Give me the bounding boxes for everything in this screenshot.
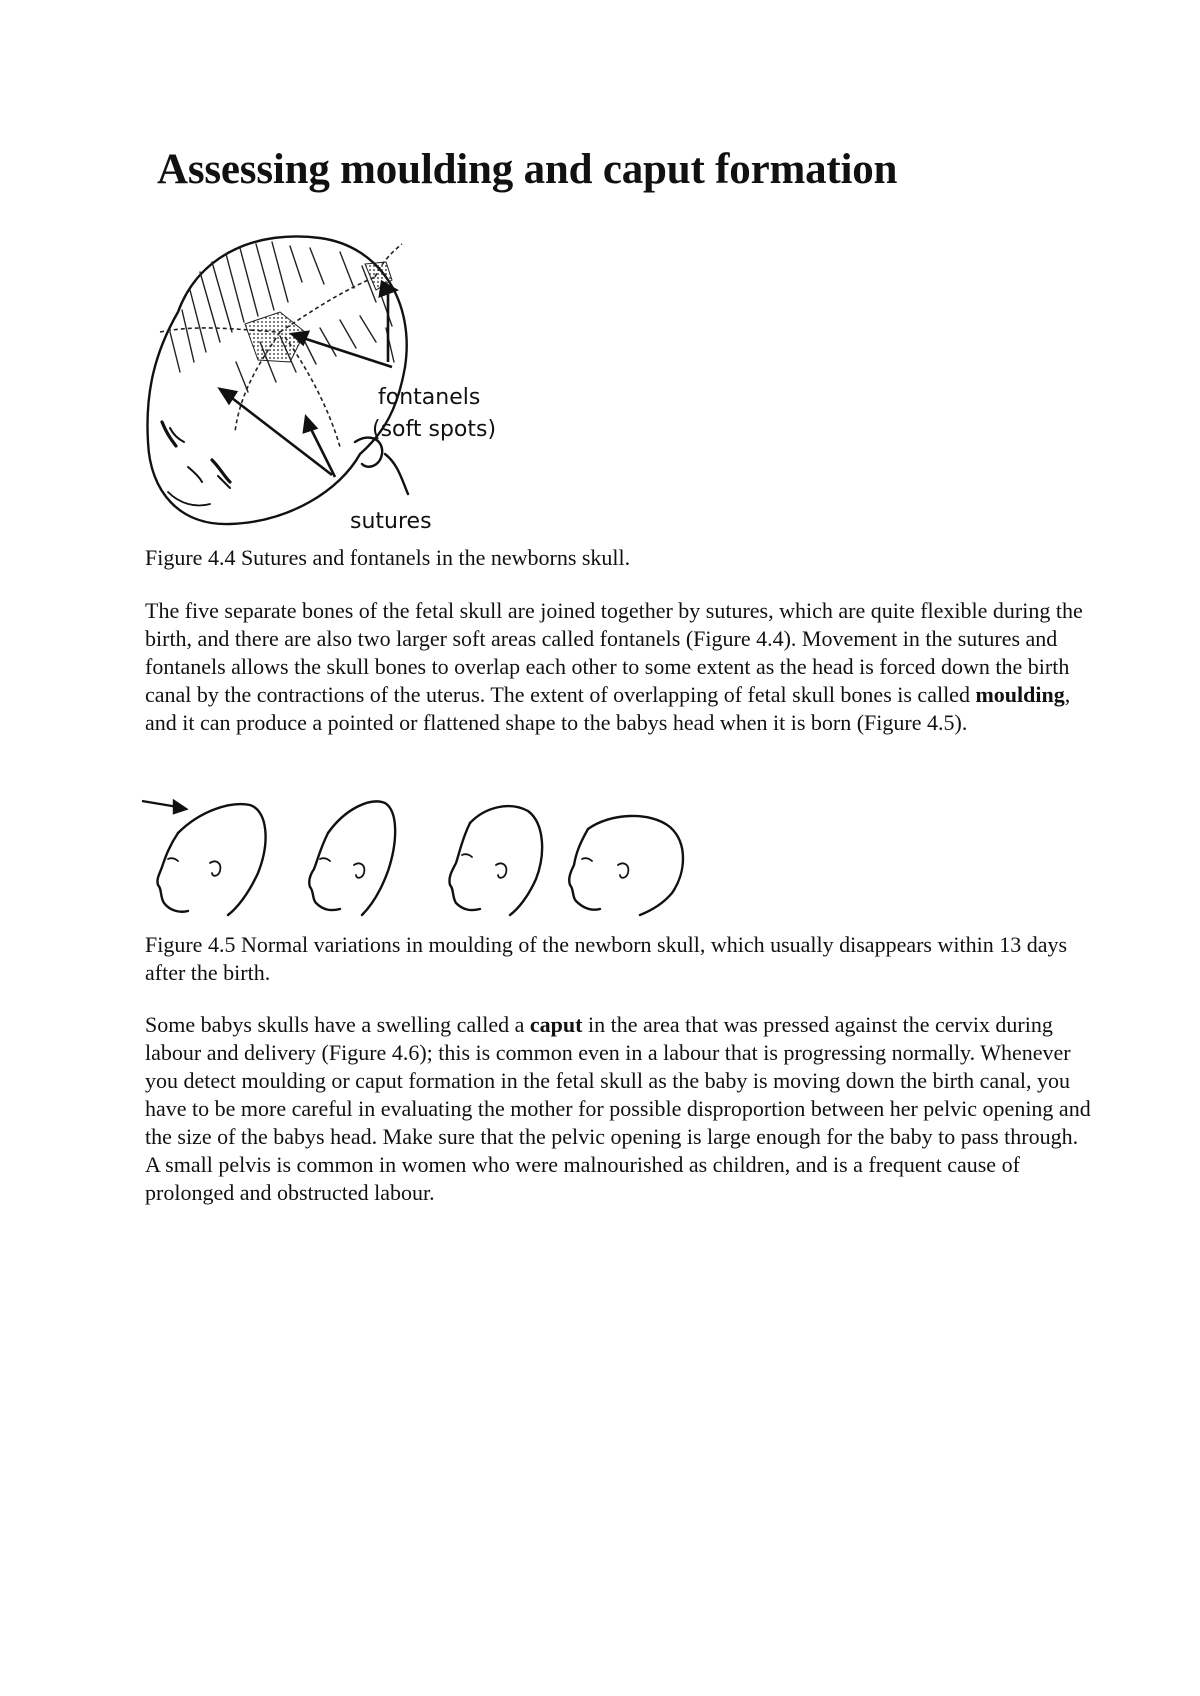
baby-head-2 xyxy=(309,801,395,915)
paragraph-text: in the area that was pressed against the cervix during labour and delivery (Figure 4.6); this is common even in a labour that is progressing normally. Whenever you detect moulding or caput formation in the fetal skull as the baby is moving down the birth canal, you have to be more careful in evaluating the mother for possible disproportion between her pelvic opening and the size of the babys head. Make sure that the pelvic opening is large enough for the baby to pass through. A small pelvis is common in women who were malnourished as children, and is a frequent cause of prolonged and obstructed labour. xyxy=(145,1012,1091,1205)
baby-head-3 xyxy=(449,806,542,915)
baby-heads-illustration xyxy=(140,793,760,925)
paragraph-text: , and it can produce a pointed or flattened shape to the babys head when it is born (Figure 4.5). xyxy=(145,682,1071,735)
term-moulding: moulding xyxy=(975,682,1065,707)
paragraph-text: Some babys skulls have a swelling called a xyxy=(145,1012,530,1037)
page-title: Assessing moulding and caput formation xyxy=(157,146,898,193)
figure-4-5-caption: Figure 4.5 Normal variations in moulding of the newborn skull, which usually disappears within 13 days after the birth. xyxy=(145,932,1068,985)
pointer-arrows xyxy=(220,282,396,477)
paragraph-caput xyxy=(145,1011,1095,1207)
baby-head-1 xyxy=(157,804,265,915)
term-caput: caput xyxy=(529,1012,583,1037)
label-sutures: sutures xyxy=(350,509,432,534)
figure-4-4-caption: Figure 4.4 Sutures and fontanels in the newborns skull. xyxy=(145,545,631,570)
label-fontanels: fontanels xyxy=(378,385,481,410)
newborn-skull-illustration xyxy=(140,232,540,537)
label-soft-spots: (soft spots) xyxy=(372,417,497,442)
paragraph-moulding xyxy=(145,597,1085,737)
direction-arrow xyxy=(142,801,186,813)
baby-head-4 xyxy=(569,816,683,915)
paragraph-text: The five separate bones of the fetal skull are joined together by sutures, which are quite flexible during the birth, and there are also two larger soft areas called fontanels (Figure 4.4). Movement in the sutures and fontanels allows the skull bones to overlap each other to some extent as the head is forced down the birth canal by the contractions of the uterus. The extent of overlapping of fetal skull bones is called xyxy=(145,598,1083,707)
skull-drawing xyxy=(147,236,408,524)
